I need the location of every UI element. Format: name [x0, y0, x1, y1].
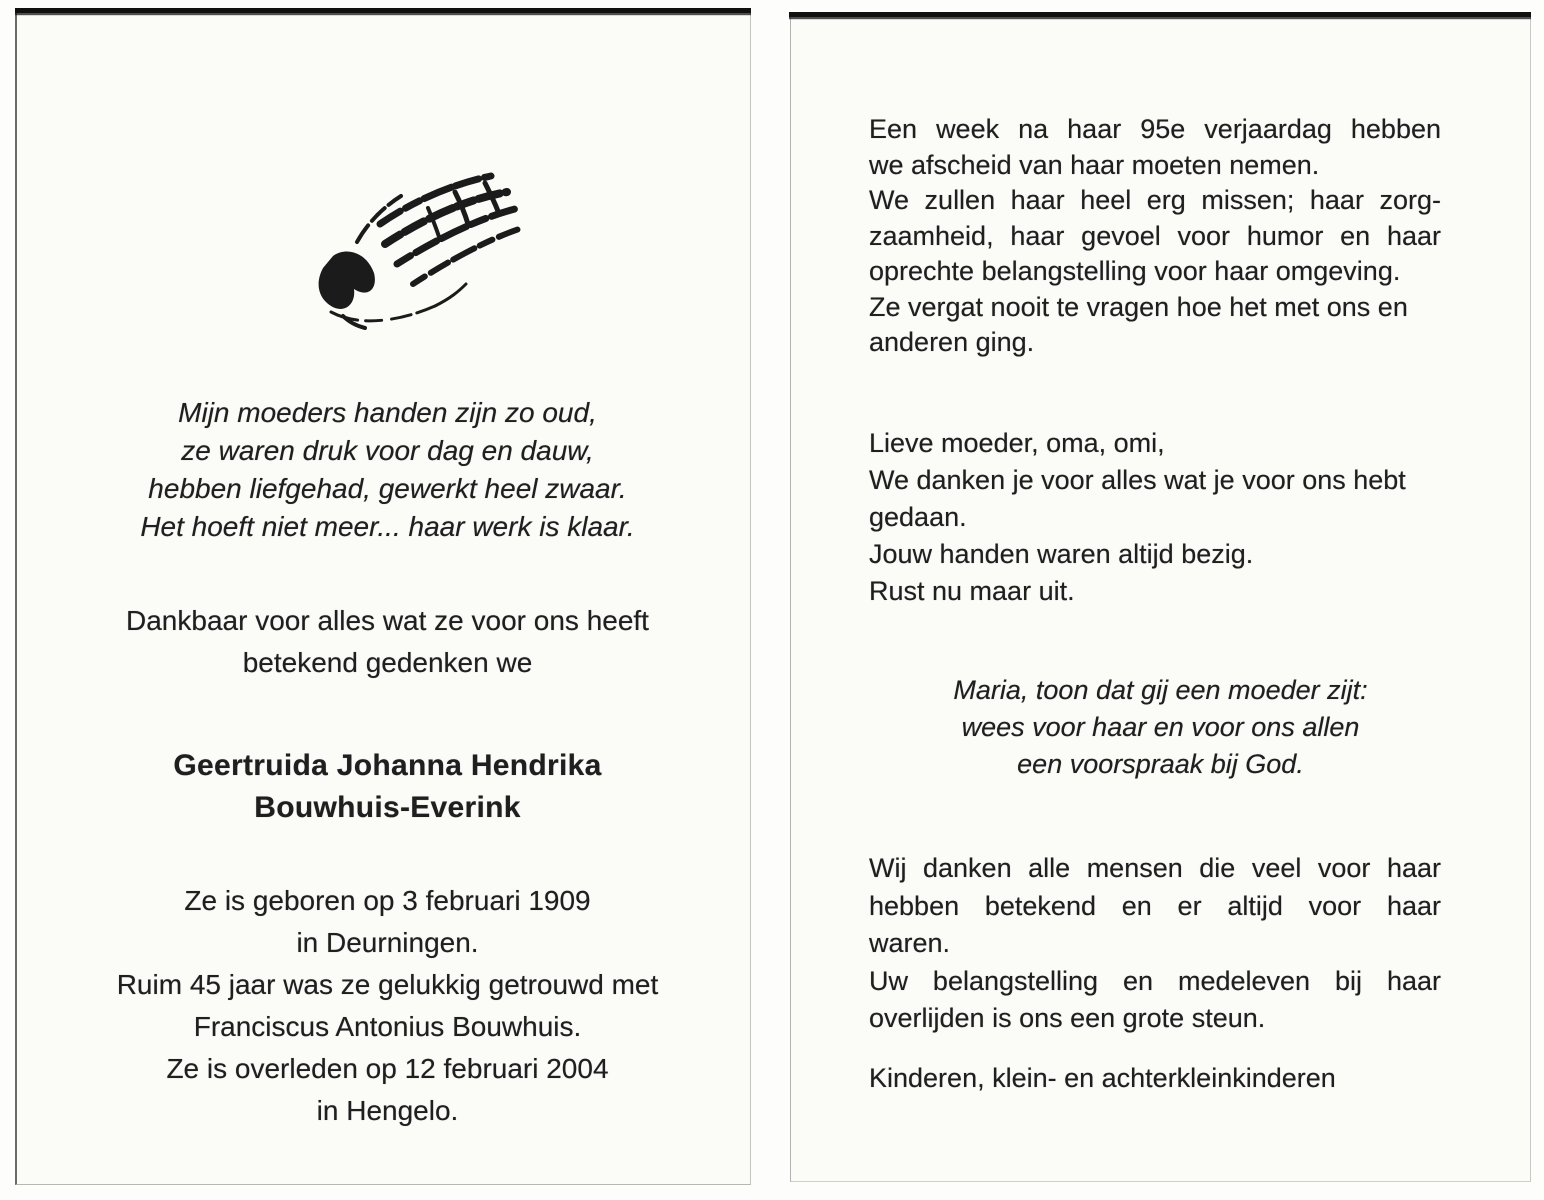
- text-line: Wij danken alle mensen die veel voor haar: [869, 853, 1441, 883]
- text-line: hebben liefgehad, gewerkt heel zwaar.: [148, 473, 627, 504]
- text-line: oprechte belangstelling voor haar omgeving.: [869, 256, 1401, 286]
- text-line: Geertruida Johanna Hendrika: [173, 749, 602, 782]
- text-line: gedaan.: [869, 502, 967, 532]
- text-line: waren.: [869, 928, 951, 958]
- praying-hands-icon: [285, 146, 535, 346]
- text-line: Ze is geboren op 3 februari 1909: [184, 885, 591, 916]
- text-line: we afscheid van haar moeten nemen.: [869, 149, 1320, 180]
- text-line: Maria, toon dat gij een moeder zijt:: [953, 675, 1368, 705]
- text-line: Het hoeft niet meer... haar werk is klaar.: [140, 511, 635, 542]
- card-top-edge-shadow: [789, 12, 1531, 20]
- memorial-poem: [25, 394, 750, 546]
- text-line: Kinderen, klein- en achterkleinkinderen: [869, 1063, 1336, 1093]
- text-line: in Hengelo.: [316, 1095, 459, 1126]
- text-line: Jouw handen waren altijd bezig.: [869, 539, 1254, 569]
- card-top-edge-shadow: [15, 8, 751, 16]
- memorial-card-right-page: [790, 12, 1531, 1182]
- text-line: Ruim 45 jaar was ze gelukkig getrouwd met: [116, 969, 659, 1000]
- text-line: anderen ging.: [869, 327, 1035, 357]
- signature-line: [869, 1060, 1441, 1097]
- text-line: Uw belangstelling en medeleven bij haar: [869, 965, 1441, 996]
- deceased-name: [25, 745, 750, 829]
- text-line: ze waren druk voor dag en dauw,: [181, 435, 594, 466]
- life-details: [25, 880, 750, 1132]
- text-line: Franciscus Antonius Bouwhuis.: [193, 1011, 582, 1042]
- text-line: wees voor haar en voor ons allen: [961, 712, 1360, 742]
- text-line: We zullen haar heel erg missen; haar zorg-: [869, 185, 1441, 215]
- text-line: een voorspraak bij God.: [1017, 749, 1304, 779]
- farewell-paragraph: [869, 112, 1441, 361]
- marian-prayer: [791, 672, 1530, 783]
- text-line: We danken je voor alles wat je voor ons hebt: [869, 465, 1406, 495]
- thanks-mother-paragraph: [869, 425, 1441, 610]
- text-line: Ze vergat nooit te vragen hoe het met ons en: [869, 291, 1408, 322]
- text-line: overlijden is ons een grote steun.: [869, 1003, 1266, 1033]
- memorial-card-left-page: [15, 8, 751, 1185]
- text-line: hebben betekend en er altijd voor haar: [869, 890, 1441, 921]
- text-line: Ze is overleden op 12 februari 2004: [166, 1053, 609, 1084]
- text-line: Een week na haar 95e verjaardag hebben: [869, 114, 1441, 144]
- text-line: betekend gedenken we: [242, 647, 533, 678]
- thanks-people-paragraph: [869, 850, 1441, 1038]
- text-line: Mijn moeders handen zijn zo oud,: [178, 397, 597, 428]
- text-line: Rust nu maar uit.: [869, 576, 1075, 606]
- text-line: zaamheid, haar gevoel voor humor en haar: [869, 220, 1441, 251]
- text-line: Dankbaar voor alles wat ze voor ons heeft: [126, 605, 649, 636]
- dedication-text: [25, 600, 750, 684]
- text-line: Lieve moeder, oma, omi,: [869, 428, 1165, 458]
- text-line: in Deurningen.: [296, 927, 479, 958]
- text-line: Bouwhuis-Everink: [254, 791, 521, 824]
